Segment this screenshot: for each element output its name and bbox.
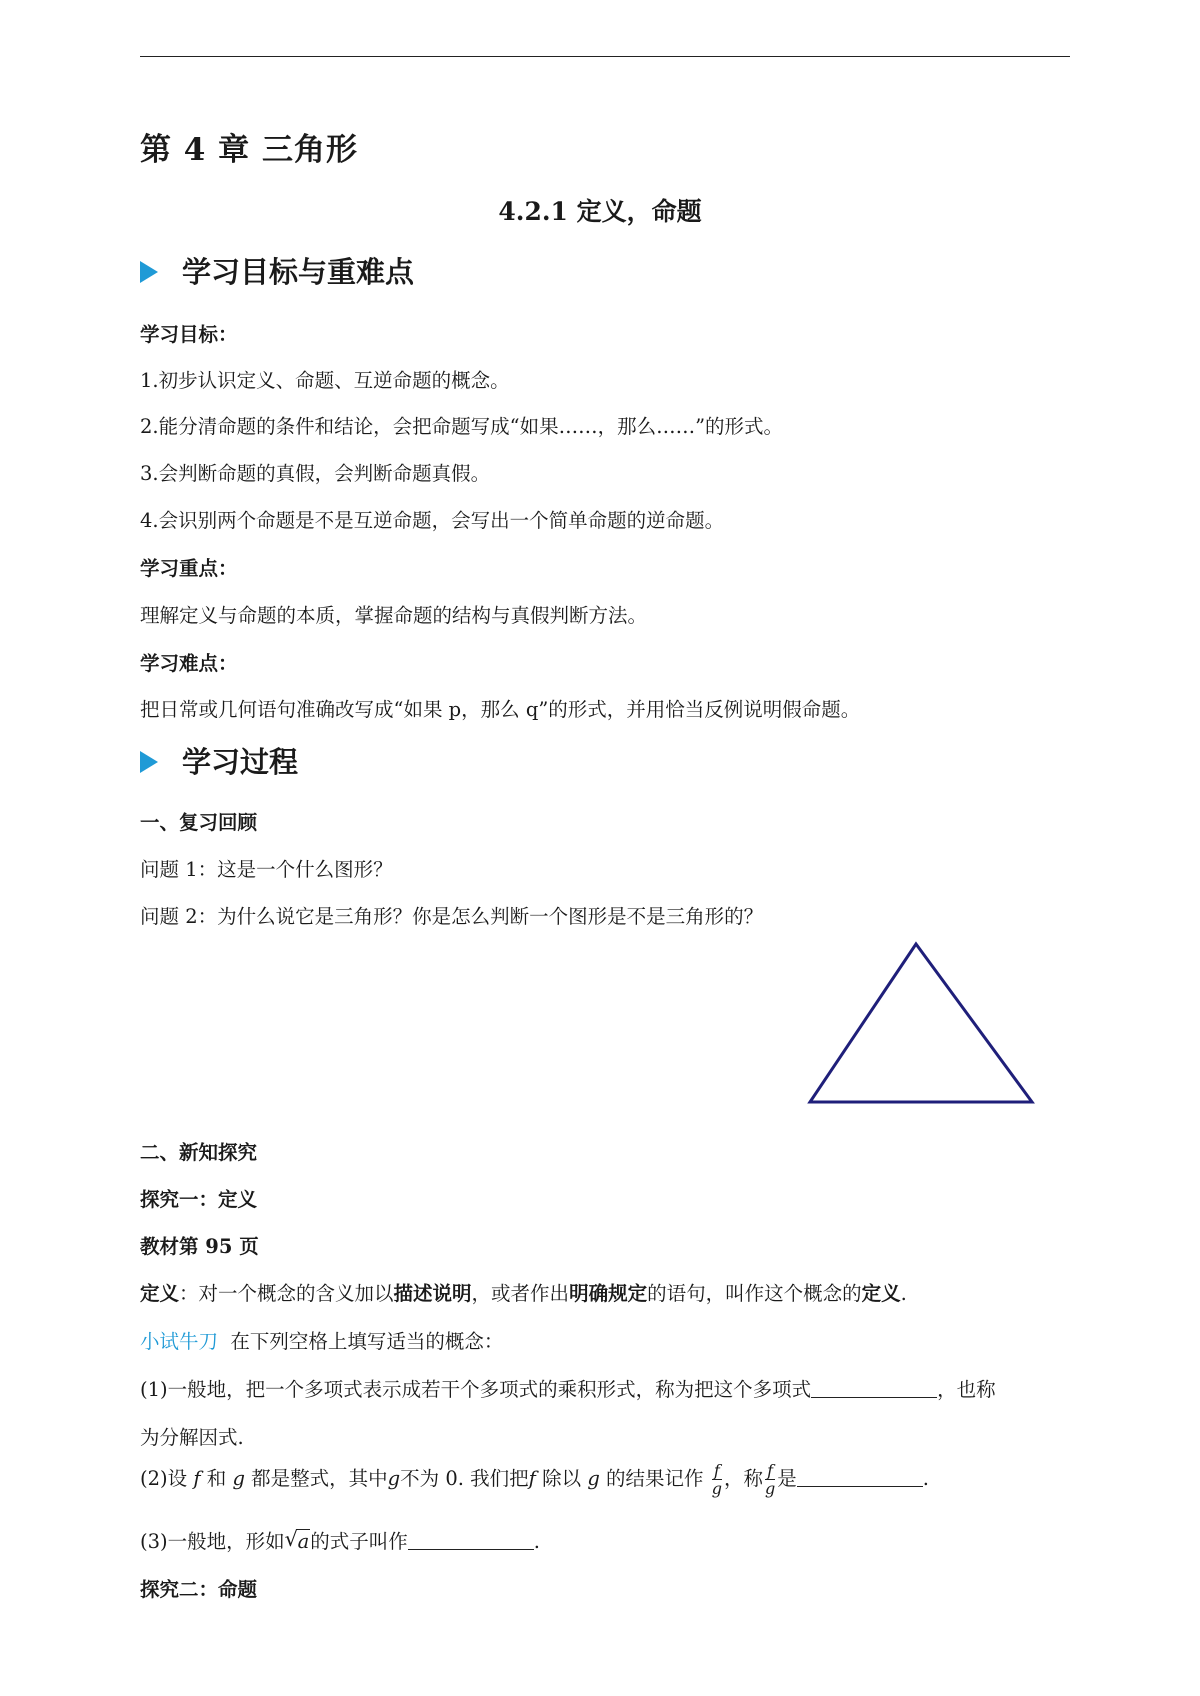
section-heading-process [140, 740, 298, 781]
explore-label: 二、新知探究 [140, 1141, 258, 1164]
answer-blank[interactable] [408, 1531, 534, 1550]
definition-part: 的语句，叫作这个概念的 [647, 1282, 862, 1305]
play-arrow-icon [140, 261, 158, 283]
goal-item: 2.能分清命题的条件和结论，会把命题写成“如果……，那么……”的形式。 [140, 415, 784, 438]
chapter-title: 第 4 章 三角形 [140, 132, 358, 168]
try-text: 在下列空格上填写适当的概念： [230, 1330, 504, 1353]
exercise-text: (3)一般地，形如 [140, 1530, 285, 1553]
definition-bold: 描述说明 [393, 1282, 472, 1305]
math-var: g [587, 1467, 600, 1490]
question-1: 问题 1：这是一个什么图形？ [140, 858, 393, 881]
goal-item: 1.初步认识定义、命题、互逆命题的概念。 [140, 369, 510, 392]
fraction-numerator: f [767, 1461, 774, 1480]
fraction-denominator: g [764, 1479, 776, 1498]
goal-item: 3.会判断命题的真假，会判断命题真假。 [140, 462, 491, 485]
definition-part: . [900, 1282, 907, 1305]
triangle-figure [806, 940, 1038, 1108]
try-line [140, 1326, 503, 1354]
goal-item: 4.会识别两个命题是不是互逆命题，会写出一个简单命题的逆命题。 [140, 509, 725, 532]
exercise-text: ，也称 [937, 1378, 996, 1401]
exercise-text: (2)设 [140, 1467, 188, 1490]
exercise-item-1-cont: 为分解因式. [140, 1426, 244, 1449]
exercise-text: (1)一般地，把一个多项式表示成若干个多项式的乘积形式，称为把这个多项式 [140, 1378, 812, 1401]
key-text: 理解定义与命题的本质，掌握命题的结构与真假判断方法。 [140, 604, 648, 627]
difficulty-label: 学习难点： [140, 652, 238, 675]
question-2: 问题 2：为什么说它是三角形？你是怎么判断一个图形是不是三角形的？ [140, 905, 764, 928]
definition-bold: 定义 [861, 1282, 901, 1305]
answer-blank[interactable] [797, 1468, 923, 1487]
exercise-text: 和 [206, 1467, 227, 1490]
goals-label: 学习目标： [140, 323, 238, 346]
explore2-label: 探究二：命题 [140, 1578, 258, 1601]
exercise-item-2 [140, 1462, 929, 1497]
lesson-title: 4.2.1 定义，命题 [498, 197, 702, 226]
header-rule [140, 56, 1070, 57]
exercise-text: . [533, 1530, 540, 1553]
definition-part: ，或者作出 [471, 1282, 570, 1305]
math-var: f [193, 1467, 201, 1490]
section-heading-text: 学习过程 [182, 745, 299, 779]
definition-text [140, 1278, 907, 1306]
math-var: f [528, 1467, 536, 1490]
exercise-item-3 [140, 1526, 540, 1554]
difficulty-text: 把日常或几何语句准确改写成“如果 p，那么 q”的形式，并用恰当反例说明假命题。 [140, 698, 861, 721]
fraction-denominator: g [711, 1479, 722, 1498]
exercise-text: 的式子叫作 [310, 1530, 408, 1553]
definition-part: ：对一个概念的含义加以 [179, 1282, 394, 1305]
exercise-text: 不为 0. 我们把 [400, 1467, 529, 1490]
math-var: g [387, 1467, 401, 1490]
exercise-item-1 [140, 1374, 996, 1402]
explore1-label: 探究一：定义 [140, 1188, 258, 1211]
math-var: g [232, 1467, 245, 1490]
definition-label: 定义 [140, 1282, 180, 1305]
fraction-f-over-g [765, 1462, 775, 1497]
exercise-text: . [922, 1467, 929, 1490]
sqrt-expression [284, 1527, 311, 1553]
play-arrow-icon [140, 751, 158, 773]
try-label: 小试牛刀 [140, 1330, 219, 1353]
triangle-shape [810, 944, 1032, 1102]
exercise-text: 的结果记作 [606, 1467, 704, 1490]
fraction-f-over-g [712, 1462, 722, 1497]
exercise-text: 除以 [542, 1467, 582, 1490]
answer-blank[interactable] [811, 1379, 937, 1398]
textbook-ref: 教材第 95 页 [140, 1235, 259, 1258]
review-label: 一、复习回顾 [140, 811, 258, 834]
key-label: 学习重点： [140, 557, 238, 580]
exercise-text: ，称 [723, 1467, 763, 1490]
definition-bold: 明确规定 [569, 1282, 648, 1305]
radicand: a [297, 1530, 310, 1553]
fraction-numerator: f [713, 1461, 720, 1480]
exercise-text: 是 [777, 1467, 797, 1490]
section-heading-goals [140, 250, 414, 291]
radical-icon: √ [284, 1527, 299, 1551]
exercise-text: 都是整式，其中 [251, 1467, 388, 1490]
section-heading-text: 学习目标与重难点 [182, 255, 415, 289]
